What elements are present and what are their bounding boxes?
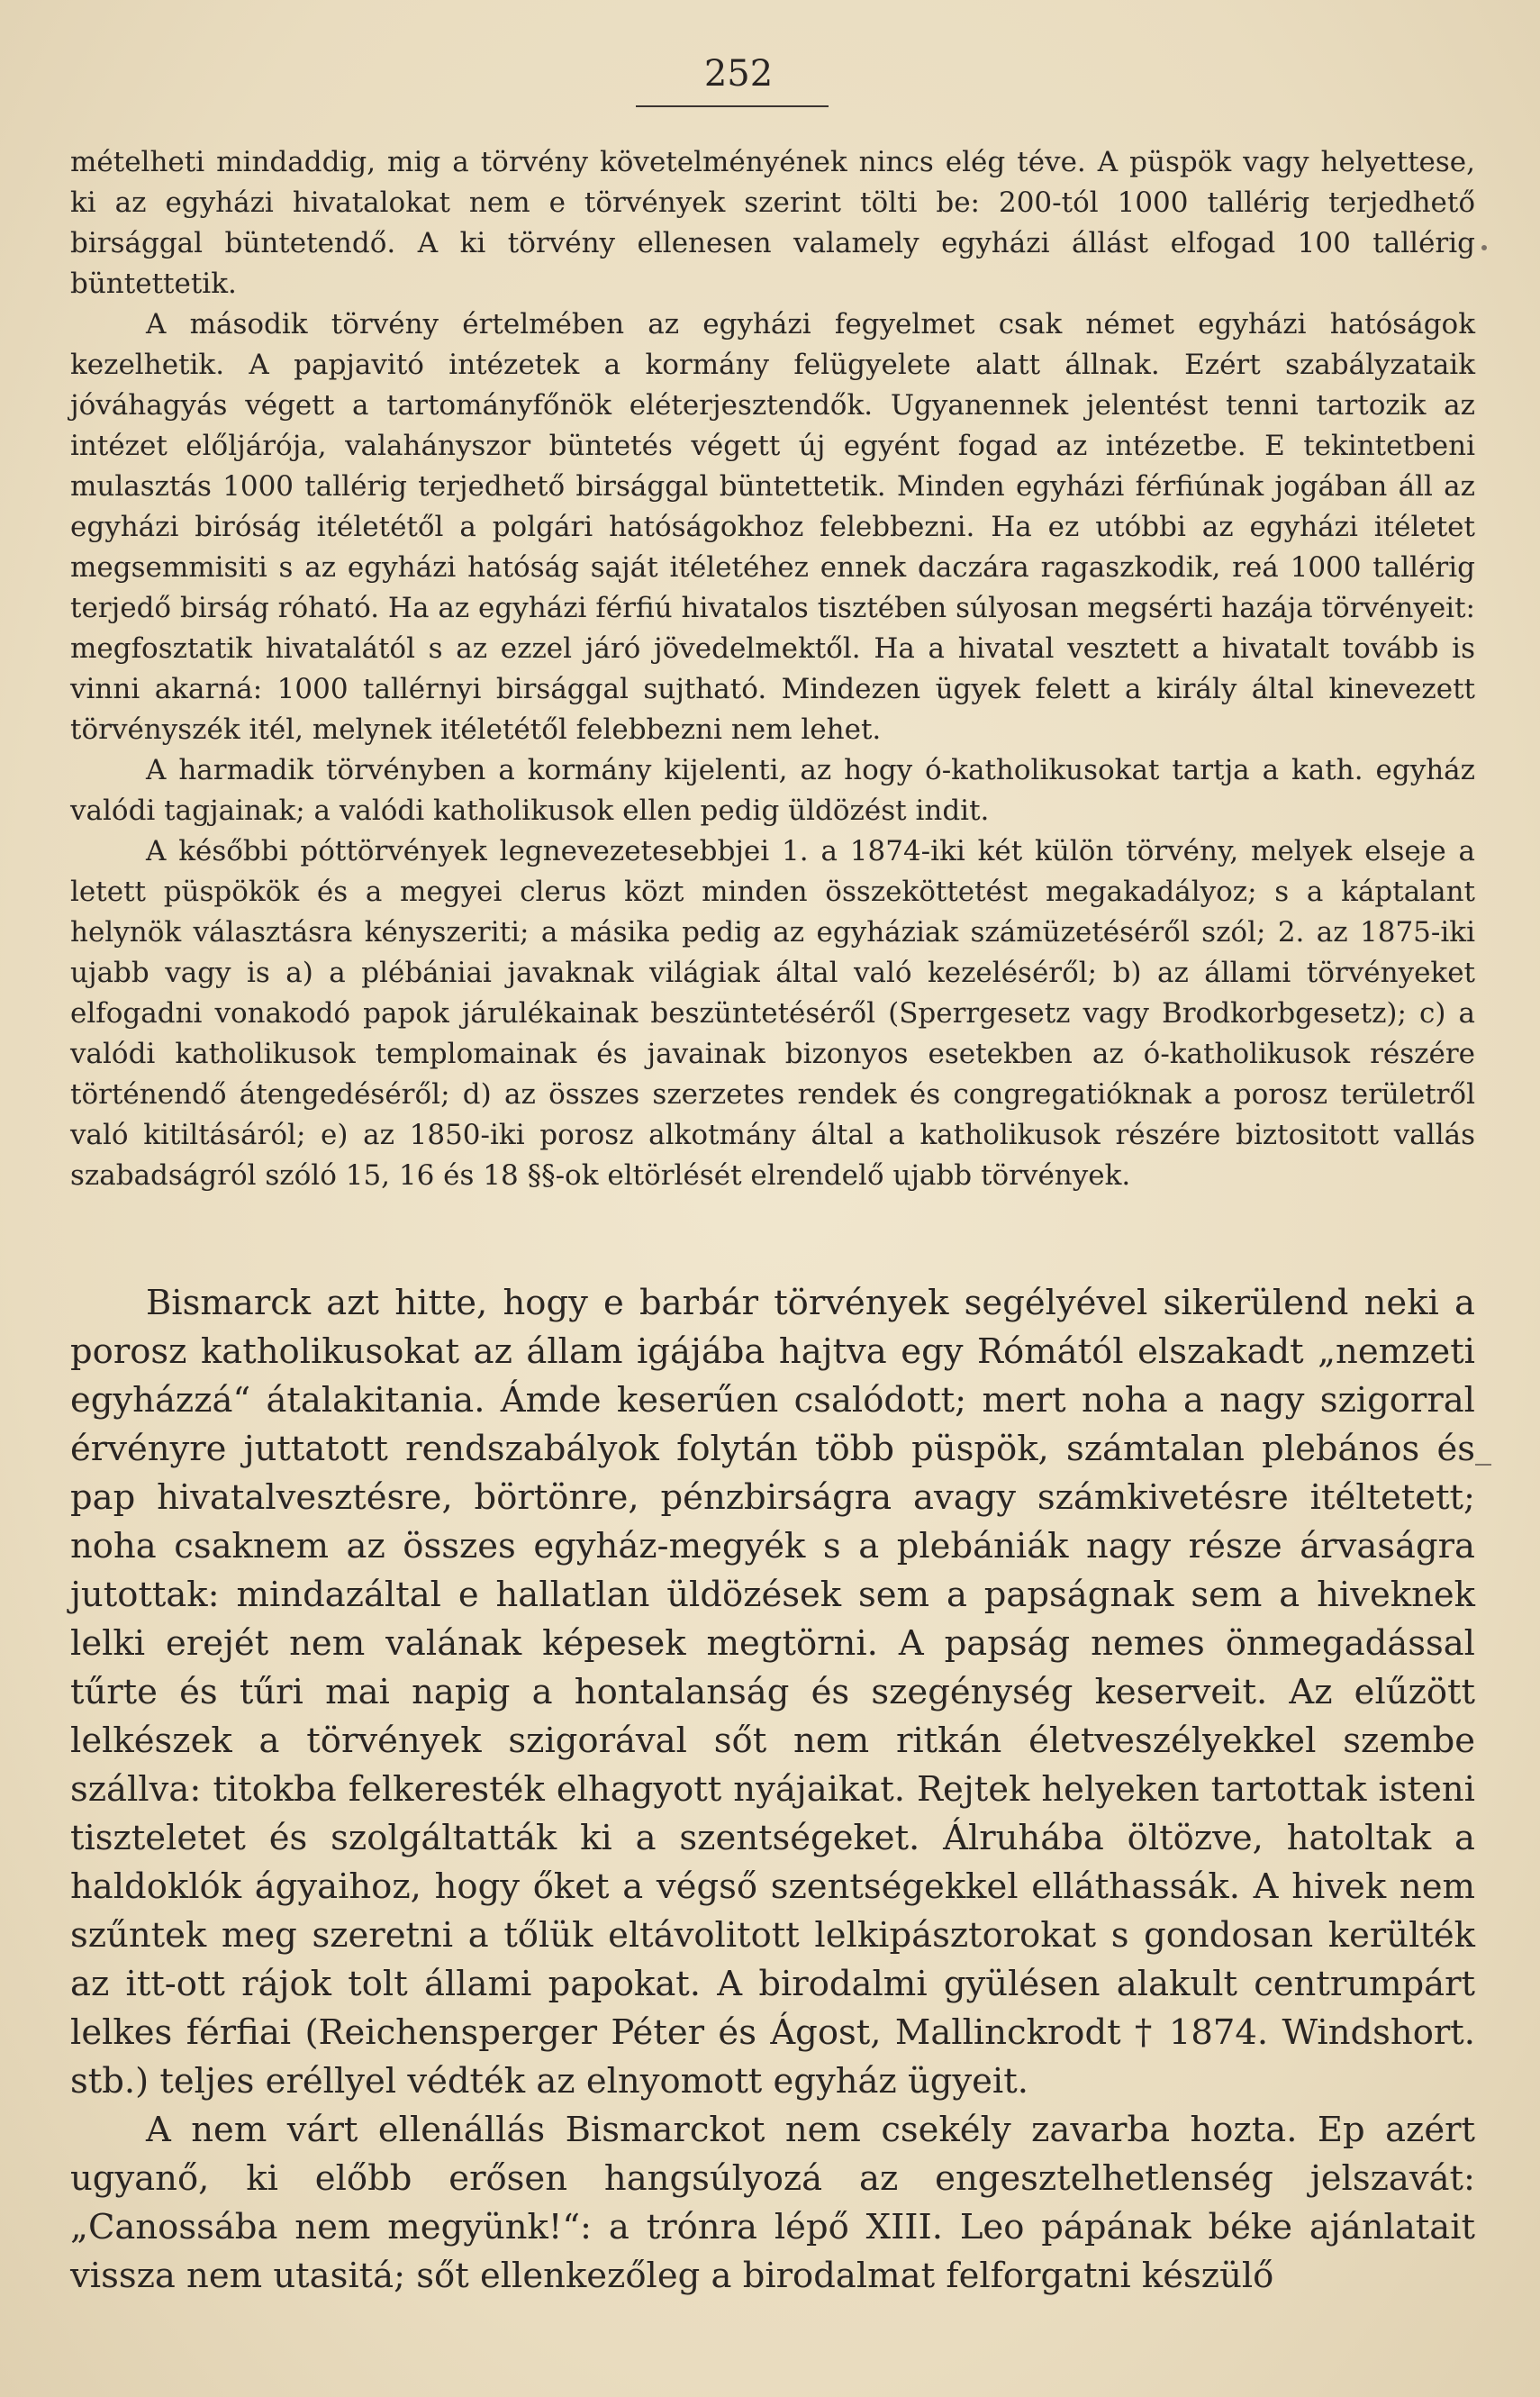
paragraph-unexpected-resistance: A nem várt ellenállás Bismarckot nem csekély zavarba hozta. Ep azért ugyanő, ki előbb erősen hangsúlyozá az engesztelhetlenség jelszavát: „Canossába nem megyünk!“: a trónra lépő XIII. Leo pápának béke ajánlatait vissza nem utasitá; sőt ellenkezőleg a birodalmat felforgatni készülő <box>70 2110 1475 2296</box>
small-print-section <box>70 142 1475 1196</box>
paragraph-bismarck-belief: Bismarck azt hitte, hogy e barbár törvények segélyével sikerülend neki a porosz katholikusokat az állam igájába hajtva egy Rómától elszakadt „nemzeti egyházzá“ átalakitania. Ámde keserűen csalódott; mert noha a nagy szigorral érvényre juttatott rendszabályok folytán több püspök, számtalan plebános és pap hivatalvesztésre, börtönre, pénzbirságra avagy számkivetésre itéltetett; noha csaknem az összes egyház-megyék s a plebániák nagy része árvaságra jutottak: mindazáltal e hallatlan üldözések sem a papságnak sem a hiveknek lelki erejét nem valának képesek megtörni. A papság nemes önmegadással tűrte és tűri mai napig a hontalanság és szegénység keserveit. Az elűzött lelkészek a törvények szigorával sőt nem ritkán életveszélyekkel szembe szállva: titokba felkeresték elhagyott nyájaikat. Rejtek helyeken tartottak isteni tiszteletet és szolgáltatták ki a szentségeket. Álruhába öltözve, hatoltak a haldoklók ágyaihoz, hogy őket a végső szentségekkel elláthassák. A hivek nem szűntek meg szeretni a tőlük eltávolitott lelkipásztorokat s gondosan kerülték az itt-ott rájok tolt állami papokat. A birodalmi gyülésen alakult centrumpárt lelkes férfiai (Reichensperger Péter és Ágost, Mallinckrodt † 1874. Windshort. stb.) teljes eréllyel védték az elnyomott egyház ügyeit. <box>70 1283 1475 2102</box>
margin-mark <box>1475 1464 1491 1466</box>
paragraph-second-law: A második törvény értelmében az egyházi fegyelmet csak német egyházi hatóságok kezelhetik. A papjavitó intézetek a kormány felügyelete alatt állnak. Ezért szabályzataik jóváhagyás végett a tartományfőnök eléterjesztendők. Ugyanennek jelentést tenni tartozik az intézet előljárója, valahányszor büntetés végett új egyént fogad az intézetbe. E tekintetbeni mulasztás 1000 tallérig terjedhető birsággal büntettetik. Minden egyházi férfiúnak jogában áll az egyházi biróság itéletétől a polgári hatóságokhoz felebbezni. Ha ez utóbbi az egyházi itéletet megsemmisiti s az egyházi hatóság saját itéletéhez ennek daczára ragaszkodik, reá 1000 tallérig terjedő birság róható. Ha az egyházi férfiú hivatalos tisztében súlyosan megsérti hazája törvényeit: megfosztatik hivatalától s az ezzel járó jövedelmektől. Ha a hivatal vesztett a hivatalt tovább is vinni akarná: 1000 tallérnyi birsággal sujtható. Mindezen ügyek felett a király által kinevezett törvényszék itél, melynek itéletétől felebbezni nem lehet. <box>70 308 1475 746</box>
page-number: 252 <box>703 53 774 95</box>
margin-mark <box>1481 245 1487 250</box>
page-number-rule <box>636 105 829 107</box>
paragraph-continuation: mételheti mindaddig, mig a törvény követelményének nincs elég téve. A püspök vagy helyettese, ki az egyházi hivatalokat nem e törvények szerint tölti be: 200-tól 1000 tallérig terjedhető birsággal büntetendő. A ki törvény ellenesen valamely egyházi állást elfogad 100 tallérig büntettetik. <box>70 146 1475 300</box>
paragraph-later-laws: A későbbi póttörvények legnevezetesebbjei 1. a 1874-iki két külön törvény, melyek elseje a letett püspökök és a megyei clerus közt minden összeköttetést megakadályoz; s a káptalant helynök választásra kényszeriti; a másika pedig az egyháziak számüzetéséről szól; 2. az 1875-iki ujabb vagy is a) a plébániai javaknak világiak által való kezeléséről; b) az állami törvényeket elfogadni vonakodó papok járulékainak beszüntetéséről (Sperrgesetz vagy Brodkorbgesetz); c) a valódi katholikusok templomainak és javainak bizonyos esetekben az ó-katholikusok részére történendő átengedéséről; d) az összes szerzetes rendek és congregatióknak a porosz területről való kitiltásáról; e) az 1850-iki porosz alkotmány által a katholikusok részére biztositott vallás szabadságról szóló 15, 16 és 18 §§-ok eltörlését elrendelő ujabb törvények. <box>70 835 1475 1192</box>
paragraph-third-law: A harmadik törvényben a kormány kijelenti, az hogy ó-katholikusokat tartja a kath. egyház valódi tagjainak; a valódi katholikusok ellen pedig üldözést indit. <box>70 754 1475 827</box>
large-print-section <box>70 1279 1475 2301</box>
